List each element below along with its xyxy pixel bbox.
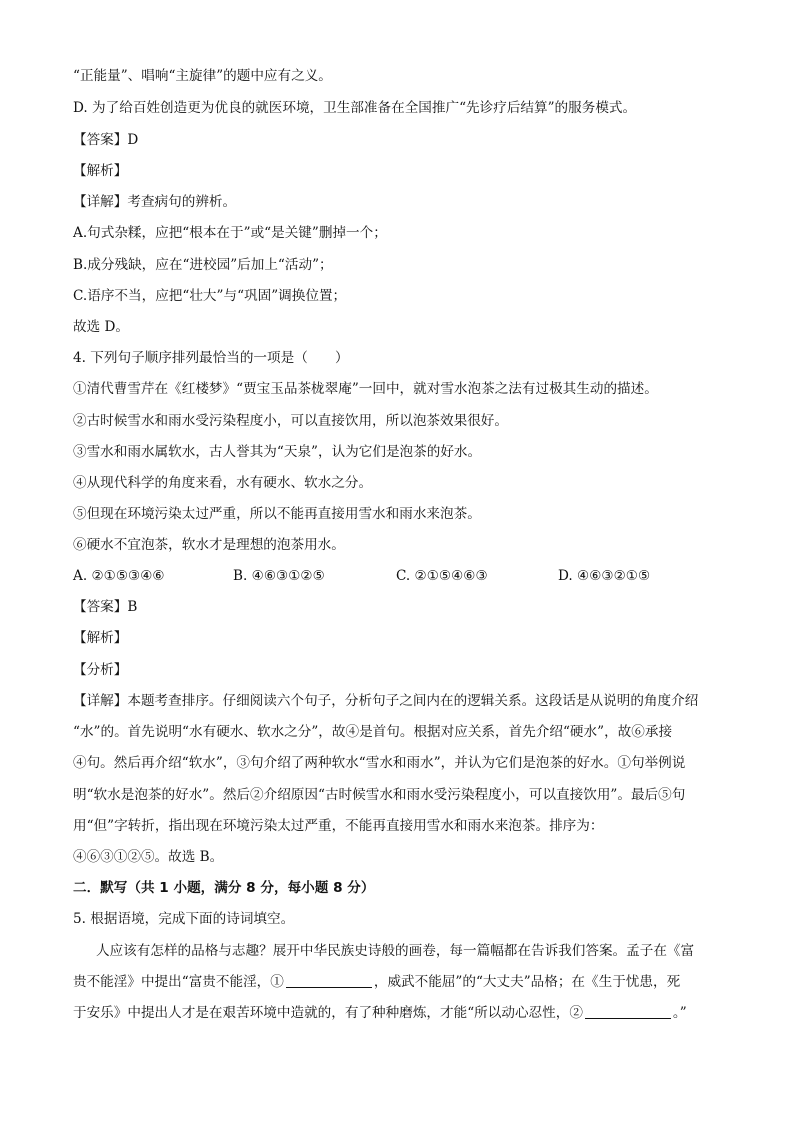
passage-line: 人应该有怎样的品格与志趣？展开中华民族史诗般的画卷，每一篇幅都在告诉我们答案。孟子在《富 <box>96 943 695 959</box>
analysis-label: 【解析】 <box>73 163 128 179</box>
analysis-label: 【解析】 <box>73 630 128 646</box>
option-a: A. ②①⑤③④⑥ <box>73 568 165 584</box>
question-4-title: 4. 下列句子顺序排列最恰当的一项是（ ） <box>73 350 349 366</box>
text-line: 故选 D。 <box>73 319 130 335</box>
passage-text: 于安乐》中提出人才是在艰苦环境中造就的，有了种种磨炼，才能“所以动心忍性，② <box>73 1005 583 1021</box>
detail-line: 用“但”字转折，指出现在环境污染太过严重，不能再直接用雪水和雨水来泡茶。排序为： <box>73 818 604 834</box>
sentence-4: ④从现代科学的角度来看，水有硬水、软水之分。 <box>73 475 373 491</box>
text-line: C.语序不当，应把“壮大”与“巩固”调换位置； <box>73 288 347 304</box>
option-d: D. ④⑥③②①⑤ <box>558 568 651 584</box>
detail-line: “水”的。首先说明“水有硬水、软水之分”，故④是首句。根据对应关系，首先介绍“硬水”，故⑥承接 <box>73 724 673 740</box>
sentence-6: ⑥硬水不宜泡茶，软水才是理想的泡茶用水。 <box>73 537 345 553</box>
passage-text: 。” <box>672 1005 687 1021</box>
text-line: “正能量”、唱响“主旋律”的题中应有之义。 <box>73 68 332 84</box>
answer-label: 【答案】D <box>73 132 139 148</box>
passage-line <box>73 973 734 991</box>
sentence-3: ③雪水和雨水属软水，古人誉其为“天泉”，认为它们是泡茶的好水。 <box>73 444 482 460</box>
detail-line: 明“软水是泡茶的好水”。然后②介绍原因“古时候雪水和雨水受污染程度小，可以直接饮用”。最后⑤句 <box>73 787 686 803</box>
passage-text: ，威武不能屈”的“大丈夫”品格；在《生于忧患，死 <box>373 974 681 990</box>
passage-line <box>73 1004 734 1022</box>
breakdown-label: 【分析】 <box>73 662 128 678</box>
detail-line: ④⑥③①②⑤。故选 B。 <box>73 849 224 865</box>
sentence-5: ⑤但现在环境污染太过严重，所以不能再直接用雪水和雨水来泡茶。 <box>73 506 481 522</box>
question-5-title: 5. 根据语境，完成下面的诗词填空。 <box>73 911 295 927</box>
blank-2[interactable] <box>585 1004 671 1019</box>
answer-label: 【答案】B <box>73 599 138 615</box>
text-line: B.成分残缺，应在“进校园”后加上“活动”； <box>73 257 333 273</box>
option-c: C. ②①⑤④⑥③ <box>396 568 488 584</box>
detail-line: 【详解】本题考查排序。仔细阅读六个句子，分析句子之间内在的逻辑关系。这段话是从说明的角度介绍 <box>73 693 699 709</box>
sentence-2: ②古时候雪水和雨水受污染程度小，可以直接饮用，所以泡茶效果很好。 <box>73 413 508 429</box>
option-b: B. ④⑥③①②⑤ <box>233 568 325 584</box>
text-line: A.句式杂糅，应把“根本在于”或“是关键”删掉一个； <box>73 225 387 241</box>
sentence-1: ①清代曹雪芹在《红楼梦》“贾宝玉品茶栊翠庵”一回中，就对雪水泡茶之法有过极其生动的描述。 <box>73 381 658 397</box>
blank-1[interactable] <box>286 973 372 988</box>
passage-text: 贵不能淫》中提出“富贵不能淫，① <box>73 974 284 990</box>
detail-line: 【详解】考查病句的辨析。 <box>73 194 237 210</box>
option-d-line: D. 为了给百姓创造更为优良的就医环境，卫生部准备在全国推广“先诊疗后结算”的服务模式。 <box>73 100 637 116</box>
section-heading: 二．默写（共 1 小题，满分 8 分，每小题 8 分） <box>73 880 375 896</box>
detail-line: ④句。然后再介绍“软水”，③句介绍了两种软水“雪水和雨水”，并认为它们是泡茶的好水。①句举例说 <box>73 755 686 771</box>
